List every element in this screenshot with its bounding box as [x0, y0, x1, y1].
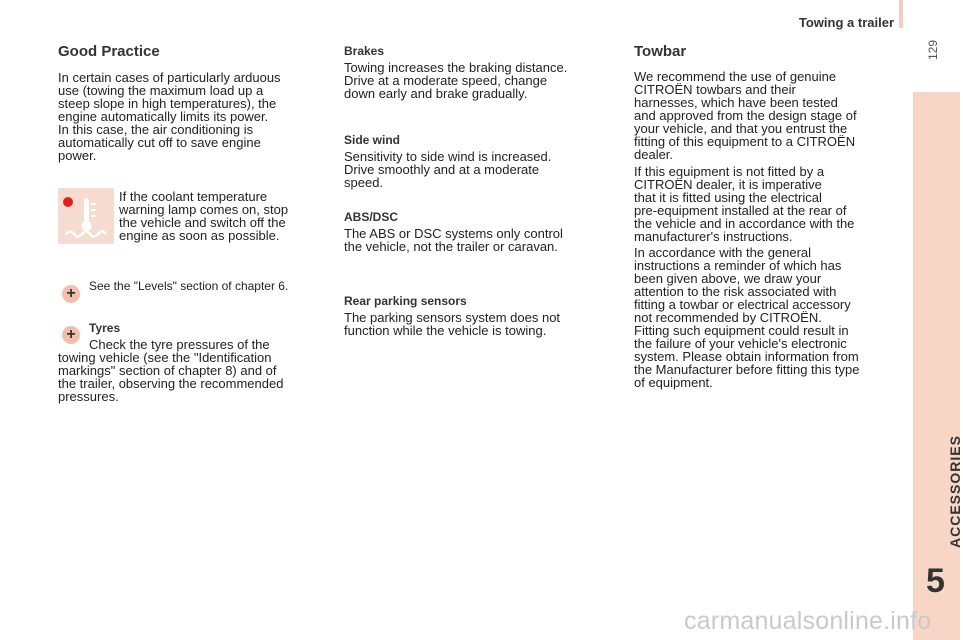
text-line: the vehicle and in accordance with the [634, 216, 855, 231]
text-line: pre-equipment installed at the rear of [634, 203, 847, 218]
side-wind-heading: Side wind [344, 133, 401, 147]
abs-dsc-paragraph [344, 227, 563, 253]
text-line: engine as soon as possible. [119, 228, 280, 243]
rear-parking-sensors-heading: Rear parking sensors [344, 294, 467, 308]
text-line: CITROËN towbars and their [634, 82, 796, 97]
text-line: harnesses, which have been tested [634, 95, 838, 110]
tyres-heading: Tyres [89, 321, 121, 335]
text-line: engine automatically limits its power. [58, 109, 269, 124]
text-line: Drive at a moderate speed, change [344, 73, 548, 88]
abs-dsc-heading: ABS/DSC [344, 210, 399, 224]
text-line: and approved from the design stage of [634, 108, 857, 123]
header-divider [899, 0, 903, 28]
text-line: fitting a towbar or electrical accessory [634, 297, 851, 312]
coolant-warning-paragraph [119, 190, 288, 242]
text-line: pressures. [58, 389, 119, 404]
towbar-paragraph-3 [634, 246, 859, 389]
text-line: the Manufacturer before fitting this type [634, 362, 860, 377]
text-line: the trailer, observing the recommended [58, 376, 284, 391]
good-practice-heading: Good Practice [58, 43, 160, 60]
plus-icon: + [62, 326, 80, 344]
text-line: towing vehicle (see the "Identification [58, 350, 272, 365]
brakes-paragraph [344, 61, 567, 100]
text-line: use (towing the maximum load up a [58, 83, 264, 98]
plus-icon: + [62, 285, 80, 303]
text-line: fitting of this equipment to a CITROËN [634, 134, 856, 149]
watermark: carmanualsonline.info [684, 607, 932, 635]
text-line: CITROËN dealer, it is imperative [634, 177, 822, 192]
text-line: the vehicle, not the trailer or caravan. [344, 239, 558, 254]
towbar-heading: Towbar [634, 43, 687, 60]
text-line: function while the vehicle is towing. [344, 323, 547, 338]
text-line: speed. [344, 175, 384, 190]
chapter-number: 5 [926, 562, 945, 600]
coolant-temperature-warning-icon [58, 188, 114, 244]
page-header-title: Towing a trailer [798, 15, 894, 30]
text-line: In accordance with the general [634, 245, 812, 260]
text-line: been given above, we draw your [634, 271, 822, 286]
text-line: warning lamp comes on, stop [119, 202, 289, 217]
chapter-side-tab [913, 92, 960, 640]
page-number: 129 [926, 39, 940, 60]
text-line: If the coolant temperature [119, 189, 268, 204]
tyres-paragraph [58, 338, 283, 403]
text-line: power. [58, 148, 97, 163]
text-line: We recommend the use of genuine [634, 69, 837, 84]
text-line: not recommended by CITROËN. [634, 310, 822, 325]
brakes-heading: Brakes [344, 44, 385, 58]
text-line: the failure of your vehicle's electronic [634, 336, 847, 351]
text-line: Check the tyre pressures of the [89, 337, 270, 352]
text-line: that it is fitted using the electrical [634, 190, 822, 205]
text-line: markings" section of chapter 8) and of [58, 363, 277, 378]
text-line: of equipment. [634, 375, 713, 390]
rear-parking-sensors-paragraph [344, 311, 560, 337]
text-line: Drive smoothly and at a moderate [344, 162, 540, 177]
text-line: Towing increases the braking distance. [344, 60, 568, 75]
text-line: instructions a reminder of which has [634, 258, 842, 273]
text-line: automatically cut off to save engine [58, 135, 261, 150]
text-line: If this equipment is not fitted by a [634, 164, 825, 179]
good-practice-paragraph [58, 71, 281, 162]
towbar-paragraph-2 [634, 165, 854, 243]
text-line: down early and brake gradually. [344, 86, 528, 101]
text-line: dealer. [634, 147, 674, 162]
text-line: steep slope in high temperatures), the [58, 96, 277, 111]
text-line: In certain cases of particularly arduous [58, 70, 281, 85]
towbar-paragraph-1 [634, 70, 857, 161]
text-line: your vehicle, and that you entrust the [634, 121, 848, 136]
text-line: attention to the risk associated with [634, 284, 837, 299]
text-line: Fitting such equipment could result in [634, 323, 849, 338]
text-line: The ABS or DSC systems only control [344, 226, 563, 241]
text-line: The parking sensors system does not [344, 310, 561, 325]
levels-note: See the "Levels" section of chapter 6. [89, 279, 289, 293]
text-line: manufacturer's instructions. [634, 229, 793, 244]
text-line: Sensitivity to side wind is increased. [344, 149, 552, 164]
text-line: system. Please obtain information from [634, 349, 859, 364]
text-line: In this case, the air conditioning is [58, 122, 254, 137]
text-line: the vehicle and switch off the [119, 215, 286, 230]
side-wind-paragraph [344, 150, 551, 189]
chapter-label: ACCESSORIES [947, 435, 963, 548]
